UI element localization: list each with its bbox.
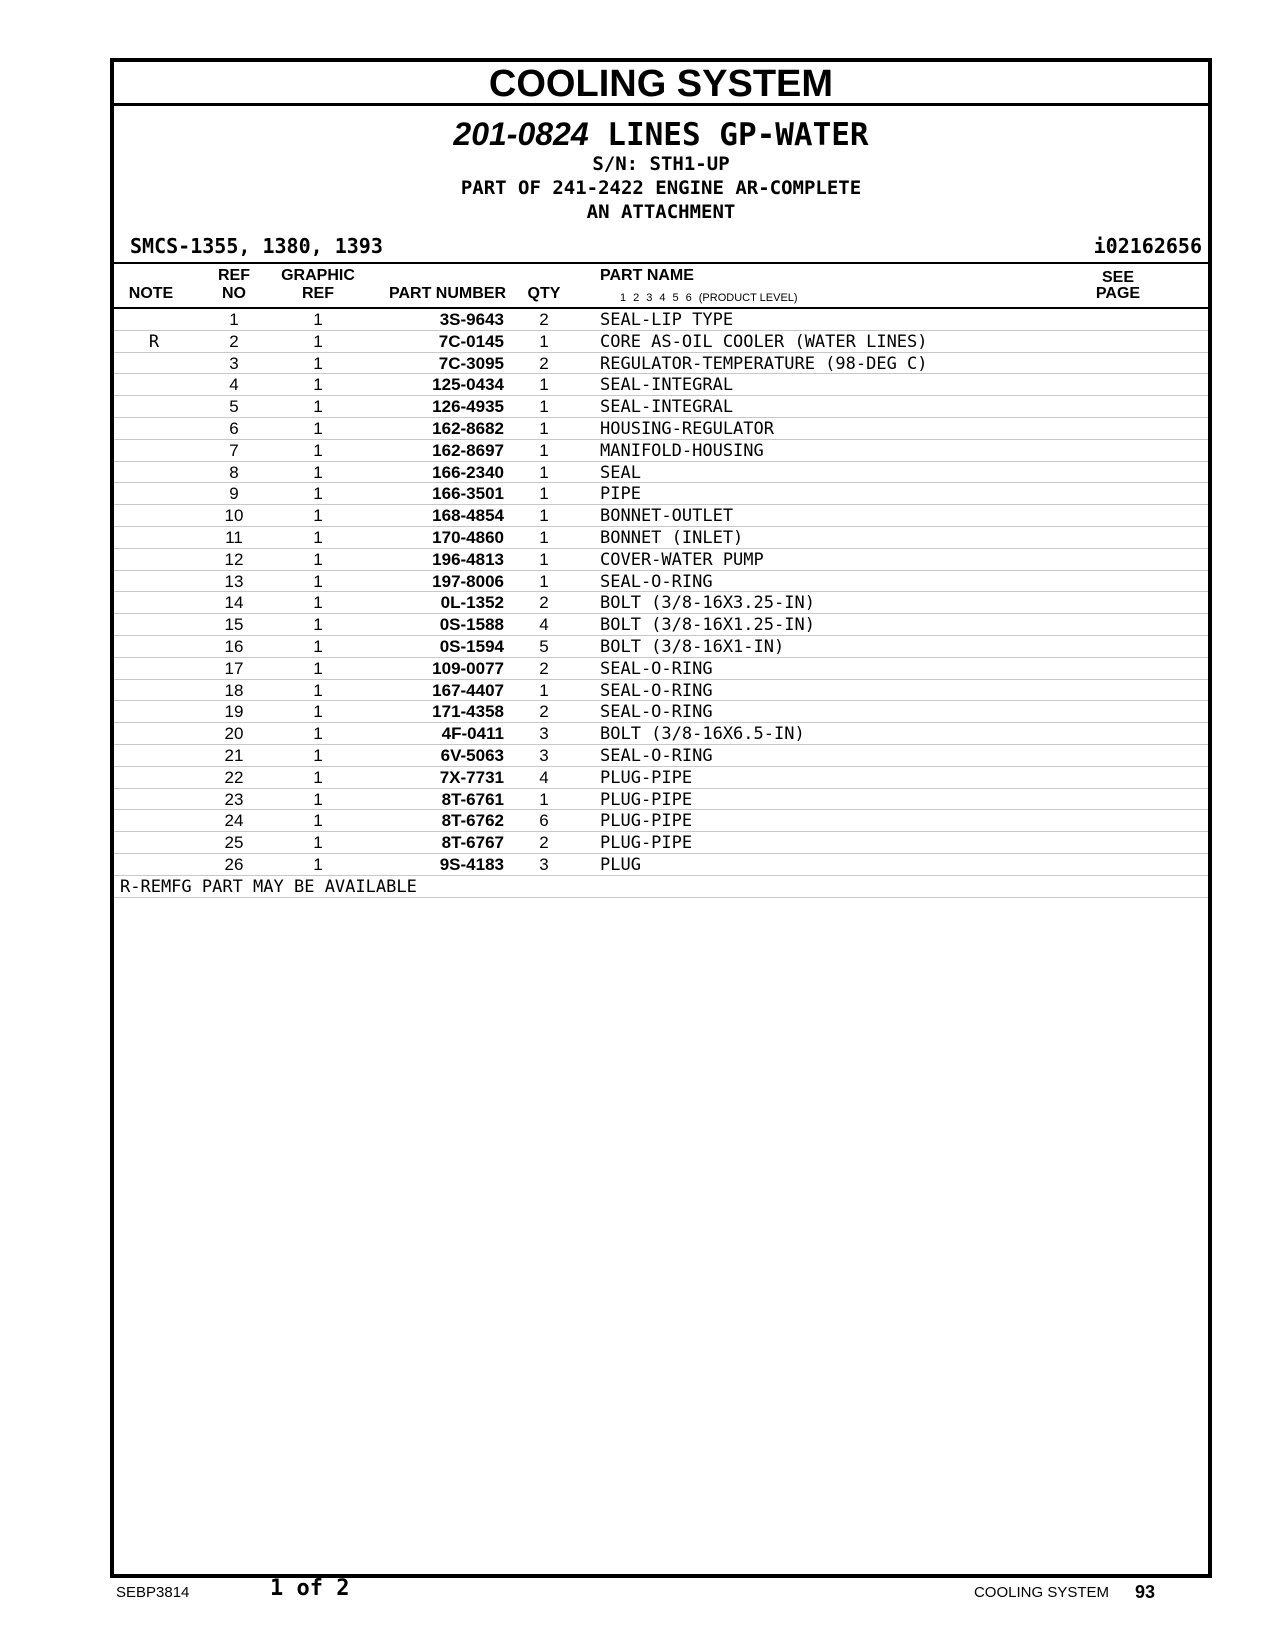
ref-no-cell: 10 [224, 506, 244, 526]
ref-no-cell: 25 [224, 833, 244, 853]
table-row [114, 549, 1208, 571]
part-name-cell: SEAL-O-RING [600, 571, 713, 592]
part-name-cell: SEAL [600, 462, 641, 483]
attachment-line: AN ATTACHMENT [586, 201, 736, 223]
col-graphic-bottom: REF [302, 285, 334, 302]
graphic-ref-cell: 1 [313, 854, 323, 874]
graphic-ref-cell: 1 [313, 397, 323, 417]
part-number-cell: 197-8006 [432, 571, 504, 591]
graphic-ref-cell: 1 [313, 833, 323, 853]
graphic-ref-cell: 1 [313, 745, 323, 765]
table-row [114, 658, 1208, 680]
table-row [114, 571, 1208, 593]
part-number-cell: 0S-1588 [439, 615, 504, 635]
qty-cell: 1 [539, 527, 549, 547]
part-name-cell: BOLT (3/8-16X1.25-IN) [600, 615, 815, 636]
table-row [114, 745, 1208, 767]
part-name-cell: BOLT (3/8-16X6.5-IN) [600, 724, 805, 745]
part-name-cell: BOLT (3/8-16X1-IN) [600, 636, 785, 657]
col-see-top: SEE [1101, 269, 1134, 286]
group-title [114, 114, 1208, 155]
qty-cell: 3 [539, 745, 549, 765]
ref-no-cell: 17 [224, 658, 244, 678]
table-row [114, 505, 1208, 527]
graphic-ref-cell: 1 [313, 440, 323, 460]
table-row [114, 462, 1208, 484]
part-number-cell: 166-3501 [432, 484, 504, 504]
group-name: LINES GP-WATER [607, 117, 869, 153]
part-number-cell: 9S-4183 [439, 854, 504, 874]
illustration-id: i02162656 [1093, 234, 1202, 258]
qty-cell: 1 [539, 462, 549, 482]
table-row [114, 396, 1208, 418]
graphic-ref-cell: 1 [313, 527, 323, 547]
part-name-cell: PLUG-PIPE [600, 767, 693, 788]
group-number: 201-0824 [453, 116, 589, 152]
ref-no-cell: 5 [229, 397, 239, 417]
part-number-cell: 171-4358 [432, 702, 504, 722]
part-name-cell: HOUSING-REGULATOR [600, 418, 774, 439]
product-levels [620, 291, 805, 305]
ref-no-cell: 12 [224, 549, 244, 569]
qty-cell: 1 [539, 397, 549, 417]
qty-cell: 2 [539, 593, 549, 613]
part-number-cell: 170-4860 [432, 527, 504, 547]
qty-cell: 1 [539, 506, 549, 526]
table-row [114, 854, 1208, 876]
part-name-cell: BOLT (3/8-16X3.25-IN) [600, 593, 815, 614]
page-number: 93 [1134, 1582, 1155, 1602]
part-number-cell: 0L-1352 [440, 593, 504, 613]
table-row [114, 614, 1208, 636]
part-number-cell: 7C-0145 [438, 331, 504, 351]
ref-no-cell: 14 [224, 593, 244, 613]
graphic-ref-cell: 1 [313, 571, 323, 591]
graphic-ref-cell: 1 [313, 615, 323, 635]
qty-cell: 1 [539, 789, 549, 809]
ref-no-cell: 11 [225, 527, 243, 547]
ref-no-cell: 13 [224, 571, 244, 591]
ref-no-cell: 24 [224, 811, 244, 831]
part-name-cell: SEAL-O-RING [600, 745, 713, 766]
part-number-cell: 8T-6761 [441, 789, 504, 809]
qty-cell: 1 [539, 571, 549, 591]
qty-cell: 1 [539, 680, 549, 700]
page-frame [110, 58, 1212, 1578]
table-row [114, 374, 1208, 396]
level-5: 5 [672, 292, 679, 304]
part-number-cell: 109-0077 [432, 658, 504, 678]
level-2: 2 [633, 292, 640, 304]
ref-no-cell: 20 [224, 724, 244, 744]
table-row [114, 789, 1208, 811]
table-row [114, 636, 1208, 658]
part-number-cell: 196-4813 [432, 549, 504, 569]
part-number-cell: 168-4854 [432, 506, 504, 526]
ref-no-cell: 16 [224, 636, 244, 656]
qty-cell: 1 [539, 549, 549, 569]
level-1: 1 [620, 292, 627, 304]
table-top-rule [114, 262, 1208, 264]
col-part-number: PART NUMBER [388, 285, 506, 302]
part-name-cell: SEAL-O-RING [600, 658, 713, 679]
col-part-name: PART NAME [600, 267, 694, 284]
col-note: NOTE [128, 285, 174, 302]
part-number-cell: 8T-6762 [441, 811, 504, 831]
parts-table [114, 309, 1208, 898]
note-cell: R [148, 331, 160, 352]
section-title: COOLING SYSTEM [114, 62, 1208, 106]
qty-cell: 2 [539, 658, 549, 678]
graphic-ref-cell: 1 [313, 506, 323, 526]
part-name-cell: SEAL-INTEGRAL [600, 375, 734, 396]
col-ref-top: REF [218, 267, 250, 284]
part-name-cell: CORE AS-OIL COOLER (WATER LINES) [600, 331, 928, 352]
qty-cell: 2 [539, 310, 549, 329]
part-name-cell: SEAL-INTEGRAL [600, 397, 734, 418]
part-name-cell: SEAL-O-RING [600, 680, 713, 701]
ref-no-cell: 26 [224, 854, 244, 874]
qty-cell: 1 [539, 375, 549, 395]
table-row [114, 767, 1208, 789]
part-number-cell: 126-4935 [432, 397, 504, 417]
table-row [114, 309, 1208, 331]
qty-cell: 2 [539, 833, 549, 853]
graphic-ref-cell: 1 [313, 353, 323, 373]
part-number-cell: 3S-9643 [439, 310, 504, 329]
table-row [114, 701, 1208, 723]
part-number-cell: 167-4407 [432, 680, 504, 700]
part-number-cell: 7C-3095 [438, 353, 504, 373]
part-name-cell: PLUG-PIPE [600, 789, 693, 810]
part-number-cell: 7X-7731 [439, 767, 504, 787]
footer-section: COOLING SYSTEM [973, 1584, 1109, 1601]
qty-cell: 3 [539, 724, 549, 744]
part-number-cell: 4F-0411 [441, 724, 504, 744]
part-number-cell: 6V-5063 [440, 745, 504, 765]
table-row [114, 810, 1208, 832]
page-of: 1 of 2 [270, 1576, 350, 1601]
graphic-ref-cell: 1 [313, 375, 323, 395]
graphic-ref-cell: 1 [313, 789, 323, 809]
footnote: R-REMFG PART MAY BE AVAILABLE [114, 876, 1208, 898]
table-row [114, 680, 1208, 702]
level-6: 6 [685, 292, 692, 304]
table-row [114, 527, 1208, 549]
part-name-cell: PIPE [600, 484, 641, 505]
part-number-cell: 166-2340 [432, 462, 504, 482]
qty-cell: 2 [539, 702, 549, 722]
part-number-cell: 125-0434 [432, 375, 504, 395]
col-graphic-top: GRAPHIC [281, 267, 355, 284]
graphic-ref-cell: 1 [313, 310, 323, 329]
graphic-ref-cell: 1 [313, 331, 323, 351]
table-row [114, 331, 1208, 353]
part-number-cell: 162-8697 [432, 440, 504, 460]
doc-id: SEBP3814 [116, 1584, 190, 1601]
qty-cell: 1 [539, 331, 549, 351]
serial-range: S/N: STH1-UP [592, 153, 730, 175]
ref-no-cell: 21 [224, 745, 244, 765]
ref-no-cell: 4 [229, 375, 239, 395]
graphic-ref-cell: 1 [313, 724, 323, 744]
graphic-ref-cell: 1 [313, 593, 323, 613]
table-row [114, 353, 1208, 375]
qty-cell: 3 [539, 854, 549, 874]
qty-cell: 6 [539, 811, 549, 831]
part-name-cell: MANIFOLD-HOUSING [600, 440, 764, 461]
graphic-ref-cell: 1 [313, 811, 323, 831]
ref-no-cell: 1 [229, 310, 239, 329]
graphic-ref-cell: 1 [313, 549, 323, 569]
ref-no-cell: 19 [224, 702, 244, 722]
graphic-ref-cell: 1 [313, 767, 323, 787]
part-name-cell: PLUG-PIPE [600, 811, 693, 832]
part-of-line: PART OF 241-2422 ENGINE AR-COMPLETE [460, 177, 862, 199]
table-row [114, 483, 1208, 505]
ref-no-cell: 15 [224, 615, 244, 635]
table-row [114, 440, 1208, 462]
qty-cell: 1 [539, 418, 549, 438]
ref-no-cell: 3 [229, 353, 239, 373]
level-4: 4 [659, 292, 666, 304]
ref-no-cell: 7 [229, 440, 239, 460]
part-name-cell: SEAL-O-RING [600, 702, 713, 723]
qty-cell: 2 [539, 353, 549, 373]
ref-no-cell: 2 [229, 331, 239, 351]
part-name-cell: SEAL-LIP TYPE [600, 310, 734, 330]
qty-cell: 1 [539, 484, 549, 504]
ref-no-cell: 18 [224, 680, 244, 700]
graphic-ref-cell: 1 [313, 462, 323, 482]
part-number-cell: 8T-6767 [441, 833, 504, 853]
smcs-codes: SMCS-1355, 1380, 1393 [130, 234, 383, 258]
col-qty: QTY [527, 285, 561, 302]
table-row [114, 592, 1208, 614]
qty-cell: 1 [539, 440, 549, 460]
table-row [114, 832, 1208, 854]
ref-no-cell: 23 [224, 789, 244, 809]
qty-cell: 4 [539, 767, 549, 787]
part-name-cell: PLUG-PIPE [600, 833, 693, 854]
ref-no-cell: 8 [229, 462, 239, 482]
ref-no-cell: 6 [229, 418, 239, 438]
part-name-cell: BONNET-OUTLET [600, 506, 734, 527]
col-ref-bottom: NO [222, 285, 246, 302]
part-name-cell: REGULATOR-TEMPERATURE (98-DEG C) [600, 353, 928, 374]
ref-no-cell: 22 [224, 767, 244, 787]
graphic-ref-cell: 1 [313, 636, 323, 656]
qty-cell: 4 [539, 615, 549, 635]
part-name-cell: BONNET (INLET) [600, 527, 744, 548]
part-name-cell: PLUG [600, 854, 641, 875]
levels-label: (PRODUCT LEVEL) [698, 292, 798, 304]
graphic-ref-cell: 1 [313, 702, 323, 722]
part-name-cell: COVER-WATER PUMP [600, 549, 764, 570]
part-number-cell: 162-8682 [432, 418, 504, 438]
graphic-ref-cell: 1 [313, 680, 323, 700]
graphic-ref-cell: 1 [313, 484, 323, 504]
table-row [114, 723, 1208, 745]
graphic-ref-cell: 1 [313, 418, 323, 438]
level-3: 3 [646, 292, 653, 304]
ref-no-cell: 9 [229, 484, 239, 504]
qty-cell: 5 [539, 636, 549, 656]
graphic-ref-cell: 1 [313, 658, 323, 678]
table-row [114, 418, 1208, 440]
col-see-bottom: PAGE [1095, 285, 1141, 302]
part-number-cell: 0S-1594 [439, 636, 504, 656]
